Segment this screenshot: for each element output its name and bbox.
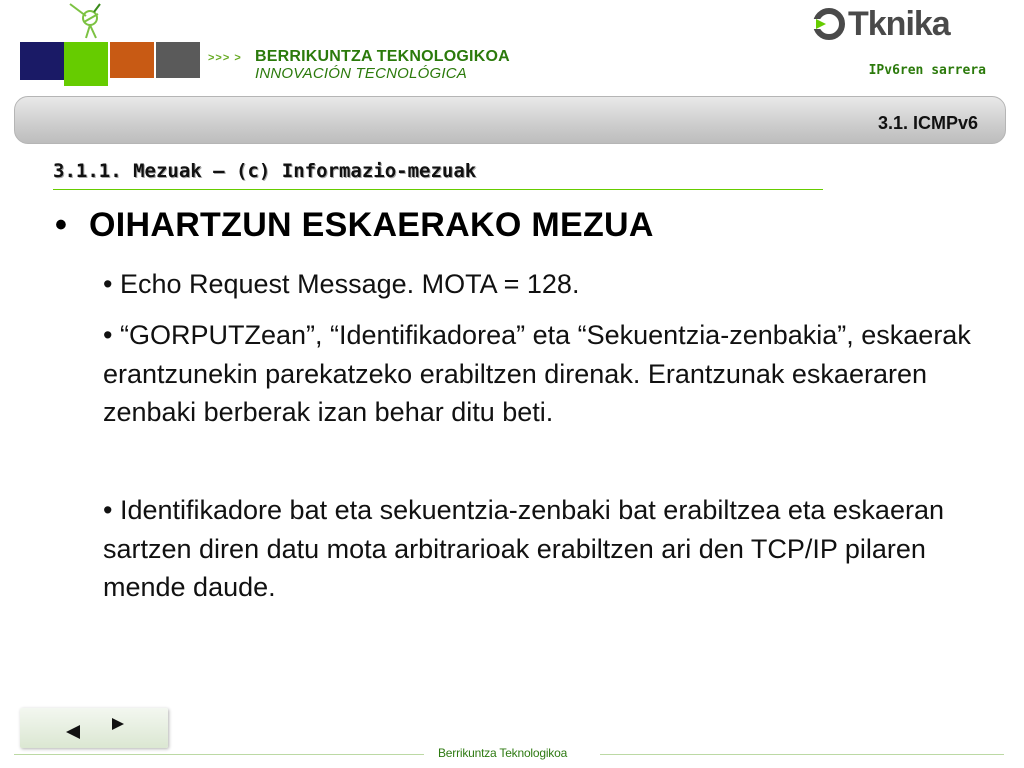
- course-label: IPv6ren sarrera: [868, 63, 986, 78]
- section-label: 3.1. ICMPv6: [877, 113, 978, 133]
- bullet-dot: •: [55, 206, 68, 244]
- header-subtitle: INNOVACIÓN TECNOLÓGICA: [255, 65, 467, 82]
- subpoint-2: • “GORPUTZean”, “Identifikadorea” eta “Sekuentzia-zenbakia”, eskaerak erantzunekin parekatzeko erabiltzen direnak. Erantzunak eskaeraren zenbaki berberak izan behar ditu beti.: [103, 320, 971, 427]
- triangle-right-icon: [110, 717, 126, 731]
- tknika-mark-icon: [812, 7, 846, 41]
- triangle-left-icon: [64, 724, 82, 740]
- footer-line-right: [600, 754, 1004, 755]
- heading-rule: [53, 189, 823, 190]
- next-slide-button[interactable]: [105, 712, 131, 736]
- brand-name: Tknika: [848, 5, 950, 43]
- slide-navigation: [20, 708, 168, 748]
- tknika-logo: [812, 4, 950, 44]
- header-block-navy: [20, 42, 64, 80]
- footer-line-left: [14, 754, 424, 755]
- main-bullet: [55, 206, 654, 245]
- header-title: BERRIKUNTZA TEKNOLOGIKOA: [255, 48, 510, 65]
- footer-text: Berrikuntza Teknologikoa: [438, 746, 568, 760]
- header-block-orange: [110, 42, 154, 78]
- header-block-green: [64, 42, 108, 86]
- innovation-figure-icon: [60, 0, 120, 44]
- main-bullet-text: OIHARTZUN ESKAERAKO MEZUA: [89, 206, 654, 244]
- subpoint-3: • Identifikadore bat eta sekuentzia-zenbaki bat erabiltzea eta eskaeran sartzen diren datu mota arbitrarioak erabiltzen ari den TCP/IP pilaren mende daude.: [103, 495, 944, 602]
- slide-heading: 3.1.1. Mezuak – (c) Informazio-mezuak: [53, 160, 477, 182]
- header-arrows: >>> >: [208, 52, 242, 64]
- previous-slide-button[interactable]: [60, 720, 86, 744]
- header-block-gray: [156, 42, 200, 78]
- subpoint-1: • Echo Request Message. MOTA = 128.: [103, 269, 580, 299]
